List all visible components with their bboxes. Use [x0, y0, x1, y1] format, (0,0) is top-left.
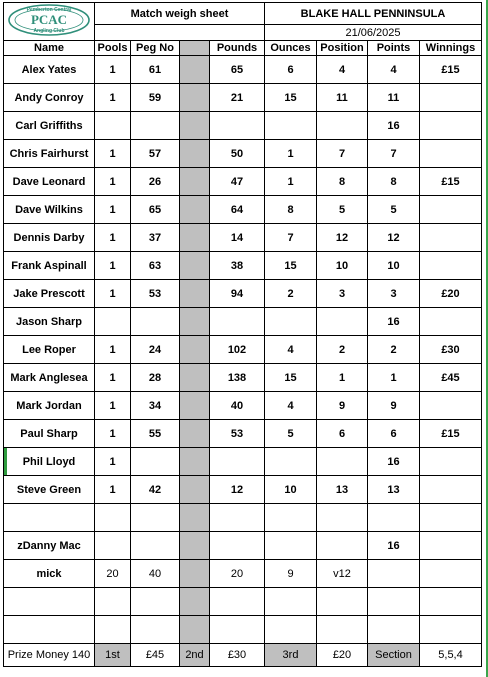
cell-winnings — [420, 392, 482, 420]
gap-cell — [180, 56, 210, 84]
weigh-table — [3, 2, 482, 667]
venue-title: BLAKE HALL PENNINSULA — [265, 3, 482, 25]
column-header-7: Points — [368, 41, 420, 56]
column-header-0: Name — [4, 41, 95, 56]
cell-pounds — [210, 308, 265, 336]
table-row — [4, 560, 482, 588]
cell-name: Mark Anglesea — [4, 364, 95, 392]
cell-pools: 1 — [95, 476, 131, 504]
cell-ounces — [265, 532, 317, 560]
footer-row — [4, 644, 482, 667]
cell-winnings: £15 — [420, 168, 482, 196]
cell-name — [4, 588, 95, 616]
table-row — [4, 196, 482, 224]
cell-winnings — [420, 588, 482, 616]
cell-name — [4, 504, 95, 532]
cell-points — [368, 616, 420, 644]
cell-pools: 1 — [95, 196, 131, 224]
cell-ounces — [265, 308, 317, 336]
cell-winnings — [420, 616, 482, 644]
third-label: 3rd — [265, 644, 317, 667]
cell-pools: 1 — [95, 280, 131, 308]
cell-pounds: 65 — [210, 56, 265, 84]
cell-pounds: 102 — [210, 336, 265, 364]
blank-header-cell — [95, 25, 265, 41]
cell-points: 4 — [368, 56, 420, 84]
table-row — [4, 168, 482, 196]
sheet-title: Match weigh sheet — [95, 3, 265, 25]
cell-ounces: 4 — [265, 336, 317, 364]
gap-cell — [180, 504, 210, 532]
cell-position: 1 — [317, 364, 368, 392]
cell-winnings — [420, 448, 482, 476]
section-value: 5,5,4 — [420, 644, 482, 667]
gap-cell — [180, 560, 210, 588]
table-row — [4, 84, 482, 112]
cell-position — [317, 616, 368, 644]
cell-points: 16 — [368, 308, 420, 336]
table-row — [4, 448, 482, 476]
cell-position — [317, 308, 368, 336]
cell-peg — [131, 504, 180, 532]
cell-points: 3 — [368, 280, 420, 308]
cell-peg: 40 — [131, 560, 180, 588]
cell-pools: 1 — [95, 364, 131, 392]
second-label: 2nd — [180, 644, 210, 667]
table-row — [4, 112, 482, 140]
cell-winnings — [420, 504, 482, 532]
cell-ounces: 5 — [265, 420, 317, 448]
gap-cell — [180, 308, 210, 336]
cell-ounces: 15 — [265, 252, 317, 280]
column-header-5: Ounces — [265, 41, 317, 56]
table-row — [4, 224, 482, 252]
cell-ounces — [265, 448, 317, 476]
cell-pounds: 14 — [210, 224, 265, 252]
cell-ounces: 1 — [265, 168, 317, 196]
cell-position: v12 — [317, 560, 368, 588]
cell-position — [317, 532, 368, 560]
table-row — [4, 476, 482, 504]
cell-position — [317, 504, 368, 532]
cell-name: Steve Green — [4, 476, 95, 504]
cell-position: 2 — [317, 336, 368, 364]
cell-pounds: 53 — [210, 420, 265, 448]
cell-pools — [95, 308, 131, 336]
cell-winnings: £20 — [420, 280, 482, 308]
cell-pools: 1 — [95, 140, 131, 168]
cell-position — [317, 112, 368, 140]
table-row — [4, 616, 482, 644]
table-row — [4, 336, 482, 364]
cell-points: 12 — [368, 224, 420, 252]
cell-name: Phil Lloyd — [4, 448, 95, 476]
cell-pools: 20 — [95, 560, 131, 588]
angler-rows — [4, 56, 482, 644]
cell-winnings: £45 — [420, 364, 482, 392]
club-logo-graphic — [5, 3, 93, 37]
cell-peg: 28 — [131, 364, 180, 392]
cell-points: 9 — [368, 392, 420, 420]
cell-pools: 1 — [95, 448, 131, 476]
cell-name: Dave Leonard — [4, 168, 95, 196]
cell-peg: 63 — [131, 252, 180, 280]
cell-pounds: 40 — [210, 392, 265, 420]
prize-money-label: Prize Money 140 — [4, 644, 95, 667]
cell-ounces: 1 — [265, 140, 317, 168]
gap-cell — [180, 84, 210, 112]
table-row — [4, 420, 482, 448]
cell-pounds: 64 — [210, 196, 265, 224]
cell-pounds: 47 — [210, 168, 265, 196]
cell-peg: 24 — [131, 336, 180, 364]
cell-pools: 1 — [95, 392, 131, 420]
cell-pounds: 38 — [210, 252, 265, 280]
cell-pools: 1 — [95, 420, 131, 448]
cell-name: Dennis Darby — [4, 224, 95, 252]
gap-cell — [180, 532, 210, 560]
first-value: £45 — [131, 644, 180, 667]
cell-position — [317, 588, 368, 616]
cell-points: 6 — [368, 420, 420, 448]
cell-name: Jason Sharp — [4, 308, 95, 336]
cell-winnings — [420, 560, 482, 588]
column-header-6: Position — [317, 41, 368, 56]
cell-pools — [95, 588, 131, 616]
column-header-row — [4, 41, 482, 56]
cell-pounds — [210, 532, 265, 560]
logo-top-text: Pemberton Central — [26, 7, 72, 13]
gap-cell — [180, 252, 210, 280]
cell-pools: 1 — [95, 252, 131, 280]
table-row — [4, 504, 482, 532]
cell-position: 8 — [317, 168, 368, 196]
cell-ounces — [265, 588, 317, 616]
cell-peg — [131, 532, 180, 560]
gap-cell — [180, 168, 210, 196]
second-value: £30 — [210, 644, 265, 667]
cell-ounces: 15 — [265, 84, 317, 112]
cell-winnings: £15 — [420, 420, 482, 448]
gap-cell — [180, 336, 210, 364]
column-header-2: Peg No — [131, 41, 180, 56]
cell-pools — [95, 112, 131, 140]
column-header-8: Winnings — [420, 41, 482, 56]
table-row — [4, 364, 482, 392]
cell-position: 12 — [317, 224, 368, 252]
column-header-3 — [180, 41, 210, 56]
gap-cell — [180, 448, 210, 476]
cell-peg: 57 — [131, 140, 180, 168]
cell-position: 3 — [317, 280, 368, 308]
cell-position: 9 — [317, 392, 368, 420]
cell-pools — [95, 616, 131, 644]
gap-cell — [180, 588, 210, 616]
cell-winnings — [420, 476, 482, 504]
cell-points: 7 — [368, 140, 420, 168]
cell-pools — [95, 532, 131, 560]
cell-name: Carl Griffiths — [4, 112, 95, 140]
match-date: 21/06/2025 — [265, 25, 482, 41]
cell-name: zDanny Mac — [4, 532, 95, 560]
cell-points: 16 — [368, 112, 420, 140]
cell-pounds: 21 — [210, 84, 265, 112]
cell-pounds — [210, 588, 265, 616]
cell-ounces: 4 — [265, 392, 317, 420]
cell-position: 5 — [317, 196, 368, 224]
cell-pounds — [210, 448, 265, 476]
cell-peg: 55 — [131, 420, 180, 448]
logo-bottom-text: Angling Club — [33, 28, 65, 34]
cell-peg — [131, 616, 180, 644]
cell-winnings: £15 — [420, 56, 482, 84]
table-row — [4, 140, 482, 168]
cell-position: 11 — [317, 84, 368, 112]
cell-points: 5 — [368, 196, 420, 224]
cell-name: mick — [4, 560, 95, 588]
cell-peg: 59 — [131, 84, 180, 112]
gap-cell — [180, 616, 210, 644]
cell-pools: 1 — [95, 224, 131, 252]
table-row — [4, 56, 482, 84]
cell-pounds: 12 — [210, 476, 265, 504]
cell-position — [317, 448, 368, 476]
cell-name: Dave Wilkins — [4, 196, 95, 224]
cell-peg: 42 — [131, 476, 180, 504]
cell-ounces: 10 — [265, 476, 317, 504]
cell-peg: 53 — [131, 280, 180, 308]
cell-points: 1 — [368, 364, 420, 392]
cell-winnings — [420, 224, 482, 252]
cell-peg: 37 — [131, 224, 180, 252]
table-row — [4, 392, 482, 420]
cell-name: Mark Jordan — [4, 392, 95, 420]
cell-name: Frank Aspinall — [4, 252, 95, 280]
cell-peg: 61 — [131, 56, 180, 84]
gap-cell — [180, 280, 210, 308]
cell-winnings — [420, 196, 482, 224]
cell-ounces: 7 — [265, 224, 317, 252]
cell-points — [368, 560, 420, 588]
gap-cell — [180, 224, 210, 252]
cell-peg: 34 — [131, 392, 180, 420]
table-row — [4, 588, 482, 616]
cell-name: Jake Prescott — [4, 280, 95, 308]
cell-peg: 26 — [131, 168, 180, 196]
cell-position: 6 — [317, 420, 368, 448]
table-row — [4, 280, 482, 308]
cell-pounds — [210, 112, 265, 140]
cell-ounces: 6 — [265, 56, 317, 84]
cell-points: 13 — [368, 476, 420, 504]
cell-pounds: 94 — [210, 280, 265, 308]
gap-cell — [180, 364, 210, 392]
table-row — [4, 532, 482, 560]
cell-pounds: 50 — [210, 140, 265, 168]
cell-winnings — [420, 140, 482, 168]
cell-ounces: 15 — [265, 364, 317, 392]
cell-pools: 1 — [95, 168, 131, 196]
table-row — [4, 308, 482, 336]
cell-points — [368, 504, 420, 532]
cell-winnings — [420, 112, 482, 140]
cell-name: Chris Fairhurst — [4, 140, 95, 168]
cell-pounds: 20 — [210, 560, 265, 588]
table-row — [4, 252, 482, 280]
cell-winnings: £30 — [420, 336, 482, 364]
cell-position: 4 — [317, 56, 368, 84]
third-value: £20 — [317, 644, 368, 667]
cell-ounces — [265, 112, 317, 140]
cell-name: Lee Roper — [4, 336, 95, 364]
cell-peg — [131, 308, 180, 336]
cell-points — [368, 588, 420, 616]
gap-cell — [180, 420, 210, 448]
cell-points: 16 — [368, 532, 420, 560]
cell-name: Paul Sharp — [4, 420, 95, 448]
cell-winnings — [420, 308, 482, 336]
cell-points: 8 — [368, 168, 420, 196]
cell-peg — [131, 588, 180, 616]
club-logo — [4, 3, 95, 41]
cell-ounces: 8 — [265, 196, 317, 224]
cell-points: 2 — [368, 336, 420, 364]
gap-cell — [180, 196, 210, 224]
first-label: 1st — [95, 644, 131, 667]
cell-ounces: 9 — [265, 560, 317, 588]
cell-points: 10 — [368, 252, 420, 280]
cell-pools — [95, 504, 131, 532]
logo-main-text: PCAC — [30, 12, 68, 27]
cell-name: Alex Yates — [4, 56, 95, 84]
cell-points: 16 — [368, 448, 420, 476]
cell-peg — [131, 448, 180, 476]
cell-name — [4, 616, 95, 644]
cell-peg — [131, 112, 180, 140]
column-header-4: Pounds — [210, 41, 265, 56]
section-label: Section — [368, 644, 420, 667]
cell-pools: 1 — [95, 56, 131, 84]
cell-ounces — [265, 616, 317, 644]
cell-position: 10 — [317, 252, 368, 280]
cell-peg: 65 — [131, 196, 180, 224]
cell-winnings — [420, 84, 482, 112]
gap-cell — [180, 140, 210, 168]
cell-winnings — [420, 252, 482, 280]
cell-position: 7 — [317, 140, 368, 168]
cell-pounds — [210, 504, 265, 532]
column-header-1: Pools — [95, 41, 131, 56]
cell-pounds — [210, 616, 265, 644]
cell-pounds: 138 — [210, 364, 265, 392]
cell-ounces — [265, 504, 317, 532]
cell-points: 11 — [368, 84, 420, 112]
gap-cell — [180, 476, 210, 504]
cell-name: Andy Conroy — [4, 84, 95, 112]
gap-cell — [180, 112, 210, 140]
gap-cell — [180, 392, 210, 420]
cell-pools: 1 — [95, 336, 131, 364]
cell-ounces: 2 — [265, 280, 317, 308]
cell-pools: 1 — [95, 84, 131, 112]
cell-winnings — [420, 532, 482, 560]
cell-position: 13 — [317, 476, 368, 504]
